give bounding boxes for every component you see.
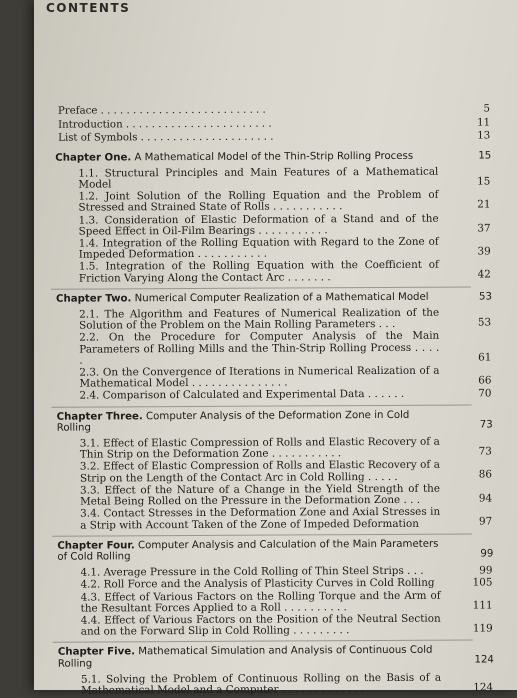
toc-page-number: 15 [478,150,492,162]
chapter-divider [53,640,473,643]
toc-page-number: 99 [480,548,494,560]
toc-entry-chapter [55,150,492,164]
toc-entry-title: 3.3. Effect of the Nature of a Change in the Yield Strength of the Metal Being Rolled on the Pressure in the Deformation Zone . . . [79,482,441,508]
toc-page-number: 73 [478,445,492,458]
toc-page-number: 119 [472,622,493,635]
toc-entry-section [78,188,491,215]
toc-page-number: 94 [478,492,493,505]
chapter-label: Chapter Two. [55,293,132,305]
toc-entry-title: 4.2. Roll Force and the Analysis of Plasticity Curves in Cold Rolling [80,577,435,591]
toc-entry-title [57,409,443,433]
toc-page-number: 21 [477,198,491,211]
toc-entry-title: 2.4. Comparison of Calculated and Experimental Data . . . . . . [79,388,405,403]
toc-entry-chapter [57,538,494,563]
toc-page-number: 73 [479,419,493,431]
toc-page-number: 53 [477,316,492,329]
toc-entry-front [57,103,491,117]
toc-entry-title: 1.5. Integration of the Rolling Equation with the Coefficient of Friction Varying Along the Contact Arc . . . . . . . [78,259,439,285]
toc-entry-title [56,292,442,305]
toc-entry-title: Introduction . . . . . . . . . . . . . . . . . . . . . . . [58,118,272,131]
chapter-divider [52,533,472,536]
toc-page-number: 5 [483,103,491,115]
toc-page-number: 66 [478,374,492,387]
toc-page-number: 124 [474,654,494,666]
chapter-title: Computer Analysis and Calculation of the Main Parameters of Cold Rolling [57,538,439,563]
toc-entry-section [78,259,491,285]
chapter-label: Chapter Four. [57,540,135,552]
toc-entry-title: 1.3. Consideration of Elastic Deformation of a Stand and of the Speed Effect in Oil-Film Bearings . . . . . . . . . . . [78,212,439,238]
toc-entry-title: 2.3. On the Convergence of Iterations in Numerical Realization of a Mathematical Model . . . . . . . . . . . . . . . [79,364,440,390]
chapter-divider [52,404,472,407]
toc-page-number: 61 [478,351,492,364]
toc-entry-title: 2.2. On the Procedure for Computer Analysis of the Main Parameters of Rolling Mills and the Thin-Strip Rolling Process . . . . . [79,330,440,367]
table-of-contents [0,103,517,698]
toc-entry-section [79,306,492,332]
chapter-title: A Mathematical Model of the Thin-Strip Rolling Process [131,150,414,163]
toc-entry-section [79,482,493,508]
toc-page-number: 11 [477,117,491,129]
toc-page-number: 13 [477,130,491,142]
toc-entry-chapter [56,409,493,434]
toc-entry-title: 4.1. Average Pressure in the Cold Rolling of Thin Steel Strips . . . [80,564,424,579]
toc-entry-section [78,212,491,238]
toc-entry-title: List of Symbols . . . . . . . . . . . . . . . . . . . . . [58,131,274,145]
toc-entry-section [80,671,494,697]
toc-entry-title: 5.1. Solving the Problem of Continuous Rolling on the Basis of a Mathematical Model and a Computer . . . . . . . . . . . . . [80,671,442,697]
toc-entry-section [79,364,492,390]
toc-page-number: 15 [477,175,491,188]
toc-entry-chapter [55,291,493,305]
toc-page-number: 42 [477,268,491,281]
toc-entry-front [58,117,491,131]
toc-entry-section [79,435,492,461]
toc-page-number: 70 [478,387,492,400]
contents-heading: CONTENTS [46,1,131,15]
toc-entry-front [58,130,491,145]
toc-entry-section [78,165,491,191]
toc-entry-section [80,589,493,615]
toc-page-number: 124 [473,681,494,694]
chapter-label: Chapter One. [55,151,132,164]
toc-entry-title: 3.4. Contact Stresses in the Deformation Zone and Axial Stresses in a Strip with Account Taken of the Zone of Impeded Deformation [80,505,441,532]
toc-entry-title: 3.2. Effect of Elastic Compression of Rolls and Elastic Recovery of a Strip on the Length of the Contact Arc in Cold Rolling . . . . . [79,459,440,485]
toc-entry-section [79,330,492,367]
toc-entry-title [57,538,443,562]
toc-entry-section [80,505,493,532]
toc-entry-section [80,612,493,638]
toc-page-number: 53 [479,291,493,303]
chapter-label: Chapter Five. [57,646,136,659]
toc-entry-title: 4.4. Effect of Various Factors on the Position of the Neutral Section and on the Forward Slip in Cold Rolling . . . . . . . . . [80,612,441,638]
toc-page-number: 111 [472,598,493,612]
toc-page-number: 86 [478,468,492,481]
chapter-title: Numerical Computer Realization of a Mathematical Model [131,291,429,305]
toc-entry-title: 1.2. Joint Solution of the Rolling Equation and the Problem of Stressed and Strained State of Rolls . . . . . . . . . . . [78,188,439,215]
toc-page-number: 105 [472,576,493,589]
toc-page-number: 37 [477,222,491,235]
chapter-title: Mathematical Simulation and Analysis of Continuous Cold Rolling [57,645,433,670]
toc-page-number: 39 [477,245,491,258]
chapter-title: Computer Analysis of the Deformation Zone in Cold Rolling [56,409,410,434]
toc-entry-title: 1.4. Integration of the Rolling Equation with Regard to the Zone of Impeded Deformation . . . . . . . . . . . [78,235,439,261]
toc-entry-section [79,387,492,403]
toc-page-number: 99 [479,564,493,577]
toc-entry-title [55,150,441,163]
chapter-label: Chapter Three. [56,410,143,423]
toc-entry-title: 2.1. The Algorithm and Features of Numerical Realization of the Solution of the Problem on the Main Rolling Parameters . . . [79,306,440,332]
toc-entry-title [58,645,444,669]
toc-entry-title: 4.3. Effect of Various Factors on the Rolling Torque and the Arm of the Resultant Forces Applied to a Roll . . . . . . . . . . [80,589,441,615]
toc-entry-title: 1.1. Structural Principles and Main Features of a Mathematical Model [78,165,439,191]
chapter-divider [51,286,471,289]
toc-entry-chapter [57,645,494,670]
toc-entry-title: 3.1. Effect of Elastic Compression of Rolls and Elastic Recovery of a Thin Strip on the Deformation Zone . . . . . . . . . . . [79,435,440,461]
toc-entry-section [78,235,491,261]
toc-entry-title: Preface . . . . . . . . . . . . . . . . . . . . . . . . . . [57,104,266,117]
toc-entry-section [79,459,492,485]
toc-page-number: 97 [478,515,493,528]
